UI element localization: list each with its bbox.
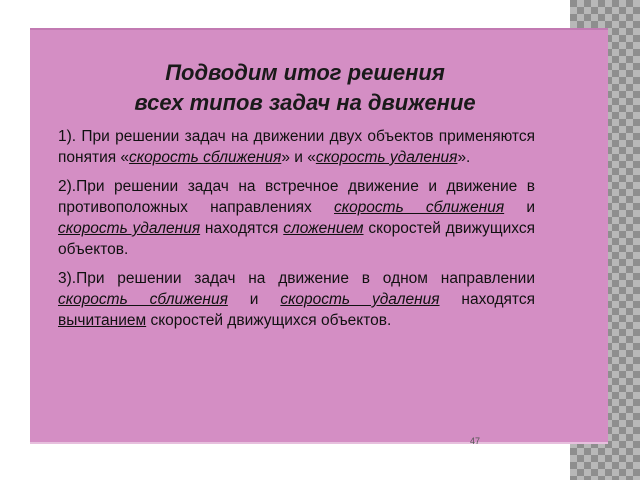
page-number: 47	[470, 436, 481, 446]
p1-term-approach-speed: скорость сближения	[129, 149, 282, 166]
paragraph-1	[58, 126, 535, 168]
p2-term-addition: сложением	[283, 220, 364, 237]
p1-text-3: ».	[457, 149, 471, 166]
p2-term-separation-speed: скорость удаления	[58, 220, 201, 237]
p2-text-3: находятся	[200, 220, 284, 237]
p2-text: 2).При решении задач на встречное движение и движение в противоположных направлениях	[58, 178, 535, 216]
p3-term-approach-speed: скорость сближения	[58, 291, 228, 308]
slide-title	[0, 58, 610, 118]
p2-text-4: скоростей движущихся объектов.	[58, 220, 536, 258]
paragraph-2	[58, 176, 535, 260]
p3-text-2: и	[227, 291, 281, 308]
p3-text-3: находятся	[439, 291, 535, 308]
p2-term-approach-speed: скорость сближения	[334, 199, 505, 216]
p3-term-subtraction: вычитанием	[58, 312, 147, 329]
p2-text-2: и	[504, 199, 535, 216]
p1-text-2: » и «	[281, 149, 316, 166]
p1-term-separation-speed: скорость удаления	[315, 149, 458, 166]
title-line-1: Подводим итог решения	[165, 60, 445, 85]
slide-content	[58, 126, 535, 339]
p1-text: 1). При решении задач на движении двух объектов применяются понятия «	[58, 128, 535, 166]
p3-text: 3).При решении задач на движение в одном направлении	[58, 270, 535, 287]
p3-term-separation-speed: скорость удаления	[280, 291, 440, 308]
p3-text-4: скоростей движущихся объектов.	[146, 312, 392, 329]
title-line-2: всех типов задач на движение	[134, 90, 476, 115]
paragraph-3	[58, 268, 535, 331]
